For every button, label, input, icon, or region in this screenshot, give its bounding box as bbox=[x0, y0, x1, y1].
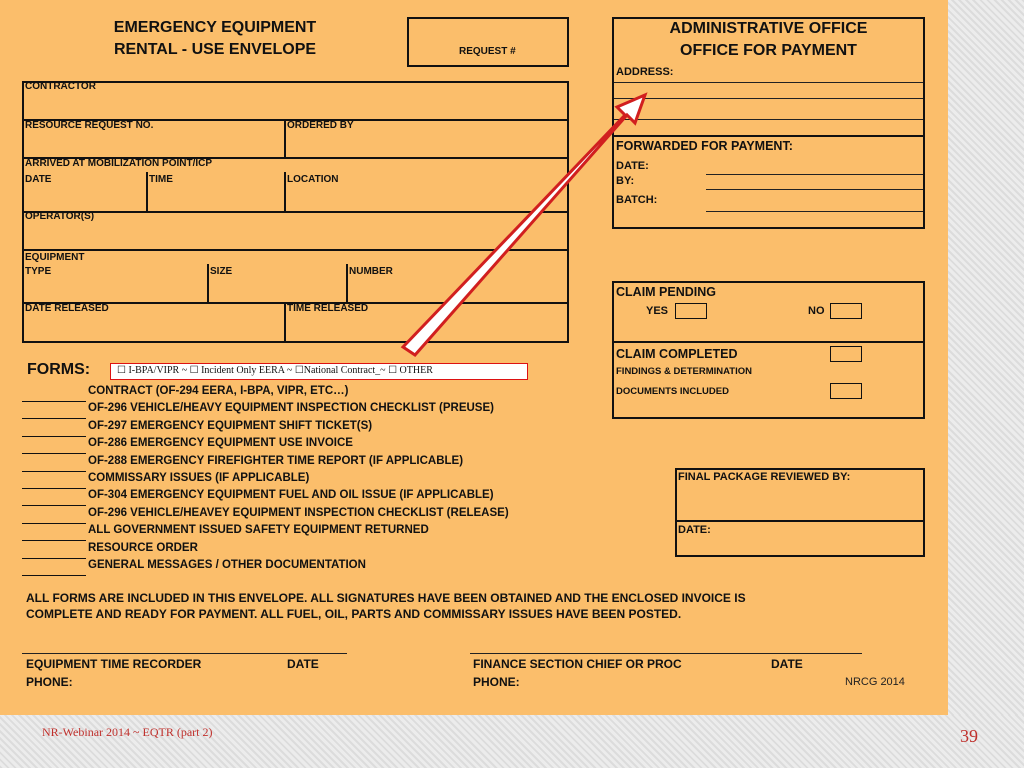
time-released-label: TIME RELEASED bbox=[287, 303, 369, 314]
final-reviewed-label: FINAL PACKAGE REVIEWED BY: bbox=[678, 471, 851, 483]
address-line[interactable] bbox=[614, 98, 923, 99]
request-number-box[interactable] bbox=[407, 17, 569, 67]
address-label: ADDRESS: bbox=[616, 66, 674, 78]
col-divider bbox=[284, 119, 286, 157]
finance-date-label: DATE bbox=[771, 657, 803, 671]
form-item: RESOURCE ORDER bbox=[88, 541, 198, 554]
finance-signature-line[interactable] bbox=[470, 653, 862, 654]
slide-background-bottom bbox=[0, 715, 1024, 768]
statement-line-2: COMPLETE AND READY FOR PAYMENT. ALL FUEL, OIL, PARTS AND COMMISSARY ISSUES HAVE BEEN POSTED. bbox=[26, 607, 682, 621]
date-label: DATE bbox=[25, 174, 52, 185]
final-divider bbox=[675, 520, 925, 522]
address-line[interactable] bbox=[614, 119, 923, 120]
claim-completed-label: CLAIM COMPLETED bbox=[616, 347, 738, 361]
type-label: TYPE bbox=[25, 266, 52, 277]
form-item: GENERAL MESSAGES / OTHER DOCUMENTATION bbox=[88, 559, 366, 571]
admin-divider bbox=[612, 135, 925, 137]
arrived-label: ARRIVED AT MOBILIZATION POINT/ICP bbox=[25, 158, 213, 169]
form-item: OF-288 EMERGENCY FIREFIGHTER TIME REPORT (IF APPLICABLE) bbox=[88, 454, 464, 467]
finance-phone-label: PHONE: bbox=[473, 675, 520, 689]
form-item: OF-296 VEHICLE/HEAVY EQUIPMENT INSPECTION CHECKLIST (PREUSE) bbox=[88, 402, 494, 415]
yes-checkbox[interactable] bbox=[675, 303, 707, 319]
documents-checkbox[interactable] bbox=[830, 383, 862, 399]
col-divider bbox=[284, 302, 286, 343]
recorder-phone-label: PHONE: bbox=[26, 675, 73, 689]
operators-label: OPERATOR(S) bbox=[25, 211, 95, 222]
form-item: ALL GOVERNMENT ISSUED SAFETY EQUIPMENT RETURNED bbox=[88, 524, 429, 537]
recorder-label: EQUIPMENT TIME RECORDER bbox=[26, 657, 202, 671]
equipment-label: EQUIPMENT bbox=[25, 252, 85, 263]
col-divider bbox=[346, 264, 348, 302]
arrival-date-field[interactable] bbox=[24, 187, 144, 209]
page-number: 39 bbox=[960, 726, 978, 746]
address-line[interactable] bbox=[614, 82, 923, 83]
form-item: COMMISSARY ISSUES (IF APPLICABLE) bbox=[88, 472, 310, 484]
statement-line-1: ALL FORMS ARE INCLUDED IN THIS ENVELOPE. ALL SIGNATURES HAVE BEEN OBTAINED AND THE ENCLOSED INVOICE IS bbox=[26, 591, 746, 605]
envelope-title: EMERGENCY EQUIPMENT RENTAL - USE ENVELOPE bbox=[113, 19, 317, 58]
final-date-label: DATE: bbox=[678, 524, 711, 536]
final-date-field[interactable] bbox=[677, 538, 923, 555]
yes-label: YES bbox=[646, 305, 669, 317]
form-checkoff-line[interactable] bbox=[22, 471, 86, 472]
no-checkbox[interactable] bbox=[830, 303, 862, 319]
form-checkoff-line[interactable] bbox=[22, 436, 86, 437]
form-item: OF-286 EMERGENCY EQUIPMENT USE INVOICE bbox=[88, 437, 353, 450]
batch-line[interactable] bbox=[706, 211, 923, 212]
location-label: LOCATION bbox=[287, 174, 339, 185]
form-checkoff-line[interactable] bbox=[22, 488, 86, 489]
form-checkoff-line[interactable] bbox=[22, 505, 86, 506]
arrival-time-field[interactable] bbox=[149, 187, 282, 209]
form-item: OF-296 VEHICLE/HEAVEY EQUIPMENT INSPECTION CHECKLIST (RELEASE) bbox=[88, 506, 509, 519]
forwarded-date-line[interactable] bbox=[706, 174, 923, 175]
finance-label: FINANCE SECTION CHIEF OR PROC bbox=[473, 657, 682, 671]
no-label: NO bbox=[808, 305, 825, 317]
resource-request-field[interactable] bbox=[24, 133, 282, 155]
size-label: SIZE bbox=[210, 266, 233, 277]
recorder-signature-line[interactable] bbox=[22, 653, 347, 654]
batch-label: BATCH: bbox=[616, 194, 658, 206]
form-checkoff-line[interactable] bbox=[22, 401, 86, 402]
form-item: CONTRACT (OF-294 EERA, I-BPA, VIPR, ETC…) bbox=[88, 385, 349, 397]
date-released-label: DATE RELEASED bbox=[25, 303, 109, 314]
form-checkoff-line[interactable] bbox=[22, 523, 86, 524]
findings-label: FINDINGS & DETERMINATION bbox=[616, 366, 752, 377]
forwarded-by-line[interactable] bbox=[706, 189, 923, 190]
time-label: TIME bbox=[149, 174, 173, 185]
documents-label: DOCUMENTS INCLUDED bbox=[616, 386, 729, 397]
date-released-field[interactable] bbox=[24, 316, 282, 341]
recorder-date-label: DATE bbox=[287, 657, 319, 671]
slide-background-right bbox=[948, 0, 1024, 768]
form-checkoff-line[interactable] bbox=[22, 418, 86, 419]
forwarded-by-label: BY: bbox=[616, 175, 635, 187]
resource-request-label: RESOURCE REQUEST NO. bbox=[25, 120, 154, 131]
credit-label: NRCG 2014 bbox=[845, 676, 905, 688]
form-checkoff-line[interactable] bbox=[22, 540, 86, 541]
col-divider bbox=[284, 172, 286, 211]
col-divider bbox=[207, 264, 209, 302]
forwarded-date-label: DATE: bbox=[616, 160, 649, 172]
claim-divider bbox=[612, 341, 925, 343]
ordered-by-label: ORDERED BY bbox=[287, 120, 354, 131]
final-reviewed-field[interactable] bbox=[677, 486, 923, 518]
forms-label: FORMS: bbox=[27, 361, 91, 378]
form-item: OF-304 EMERGENCY EQUIPMENT FUEL AND OIL ISSUE (IF APPLICABLE) bbox=[88, 489, 494, 502]
equipment-size-field[interactable] bbox=[210, 279, 344, 300]
slide-footer: NR-Webinar 2014 ~ EQTR (part 2) bbox=[42, 725, 213, 739]
claim-completed-checkbox[interactable] bbox=[830, 346, 862, 362]
form-checkoff-line[interactable] bbox=[22, 453, 86, 454]
forms-options-box[interactable]: ☐ I-BPA/VIPR ~ ☐ Incident Only EERA ~ ☐National Contract_~ ☐ OTHER bbox=[110, 363, 528, 380]
number-label: NUMBER bbox=[349, 266, 393, 277]
admin-office-title: ADMINISTRATIVE OFFICE OFFICE FOR PAYMENT bbox=[669, 20, 868, 59]
request-number-label: REQUEST # bbox=[459, 46, 516, 57]
form-checkoff-line[interactable] bbox=[22, 558, 86, 559]
form-checkoff-line[interactable] bbox=[22, 575, 86, 576]
claim-pending-label: CLAIM PENDING bbox=[616, 285, 716, 299]
equipment-type-field[interactable] bbox=[24, 279, 205, 300]
forwarded-label: FORWARDED FOR PAYMENT: bbox=[616, 139, 793, 153]
form-item: OF-297 EMERGENCY EQUIPMENT SHIFT TICKET(S) bbox=[88, 419, 373, 432]
col-divider bbox=[146, 172, 148, 211]
contractor-label: CONTRACTOR bbox=[25, 81, 96, 92]
